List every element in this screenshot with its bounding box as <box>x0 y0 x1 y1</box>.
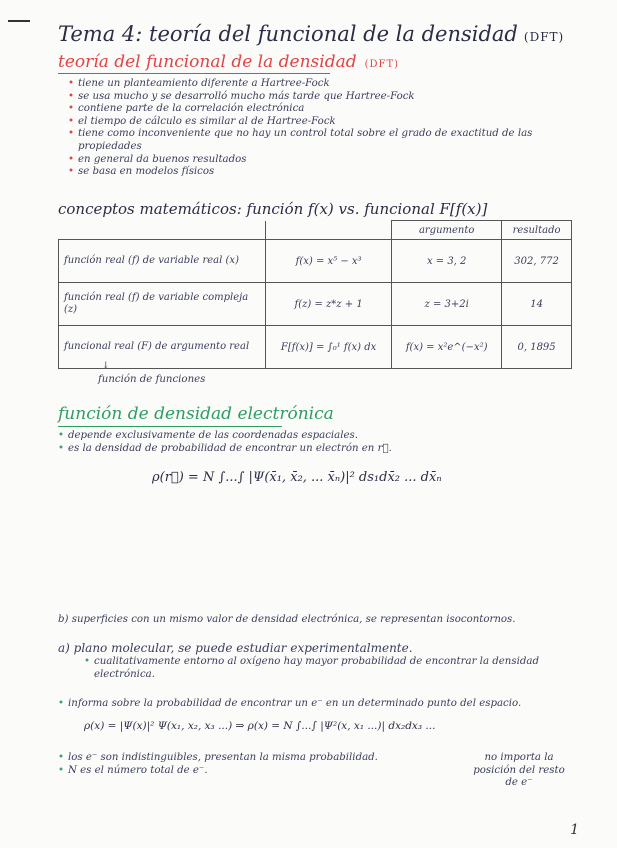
table-header-cell <box>266 221 392 240</box>
down-arrow-icon: ↓ <box>102 361 110 371</box>
section1-underline <box>58 73 330 74</box>
list-item: • cualitativamente entorno al oxígeno hay mayor probabilidad de encontrar la densidad electrónica. <box>84 656 564 681</box>
section1-heading-text: teoría del funcional de la densidad <box>58 52 357 72</box>
list-item: • es la densidad de probabilidad de encontrar un electrón en r⃗. <box>58 443 578 456</box>
list-item: • tiene un planteamiento diferente a Hartree-Fock <box>68 78 568 91</box>
table-cell: f(x) = x²e^(−x²) <box>392 326 502 369</box>
table-cell: 14 <box>502 283 572 326</box>
list-item: • depende exclusivamente de las coordenadas espaciales. <box>58 430 578 443</box>
list-item: • en general da buenos resultados <box>68 154 568 167</box>
section3-bullet-list <box>58 430 578 455</box>
table-row <box>59 240 572 283</box>
table-row <box>59 326 572 369</box>
corner-mark <box>8 20 30 22</box>
list-item: • los e⁻ son indistinguibles, presentan la misma probabilidad. <box>58 752 458 765</box>
section1-heading-abbr: (DFT) <box>364 59 400 70</box>
table-cell: f(x) = x⁵ − x³ <box>266 240 392 283</box>
page-number: 1 <box>570 822 579 838</box>
list-item: • contiene parte de la correlación electrónica <box>68 103 568 116</box>
item-a: a) plano molecular, se puede estudiar experimentalmente. <box>58 641 413 655</box>
table-cell: 0, 1895 <box>502 326 572 369</box>
section3-underline <box>58 426 282 427</box>
functional-note: función de funciones <box>98 374 206 385</box>
table-header-cell <box>59 221 266 240</box>
list-item: • se usa mucho y se desarrolló mucho más tarde que Hartree-Fock <box>68 91 568 104</box>
table-cell: función real (f) de variable compleja (z) <box>59 283 266 326</box>
side-note-line: no importa la <box>484 752 554 763</box>
list-item: • N es el número total de e⁻. <box>58 765 458 778</box>
section4-bullet-list <box>58 752 458 777</box>
side-note-line: de e⁻ <box>505 777 533 789</box>
table-cell: F[f(x)] = ∫₀¹ f(x) dx <box>266 326 392 369</box>
list-item: • se basa en modelos físicos <box>68 166 568 179</box>
probability-formula: ρ(x) = |Ψ(x)|² Ψ(x₁, x₂, x₃ ...) ⇒ ρ(x) = N ∫...∫ |Ψ²(x, x₁ ...)| dx₂dx₃ ... <box>84 720 436 732</box>
info-bullet-list <box>58 698 598 711</box>
section1-bullet-list <box>68 78 568 179</box>
list-item: • informa sobre la probabilidad de encontrar un e⁻ en un determinado punto del espacio. <box>58 698 598 711</box>
table-cell: funcional real (F) de argumento real <box>59 326 266 369</box>
concepts-table <box>58 220 572 369</box>
title-text: Tema 4: teoría del funcional de la densidad <box>58 22 518 46</box>
table-header-resultado: resultado <box>502 221 572 240</box>
title-abbr: (DFT) <box>523 30 565 44</box>
side-note-line: posición del resto <box>473 764 565 776</box>
table-cell: función real (f) de variable real (x) <box>59 240 266 283</box>
table-cell: x = 3, 2 <box>392 240 502 283</box>
table-cell: z = 3+2i <box>392 283 502 326</box>
table-header-row <box>59 221 572 240</box>
section1-heading <box>58 52 399 72</box>
table-cell: 302, 772 <box>502 240 572 283</box>
page-title <box>58 22 564 46</box>
density-formula: ρ(r⃗) = N ∫...∫ |Ψ(x̄₁, x̄₂, ... x̄ₙ)|² ds₁dx̄₂ ... dx̄ₙ <box>152 470 442 485</box>
table-header-argumento: argumento <box>392 221 502 240</box>
list-item: • el tiempo de cálculo es similar al de Hartree-Fock <box>68 116 568 129</box>
item-a-bullet-list <box>84 656 564 681</box>
table-cell: f(z) = z*z + 1 <box>266 283 392 326</box>
side-note <box>459 752 579 790</box>
section2-heading: conceptos matemáticos: función f(x) vs. funcional F[f(x)] <box>58 200 488 218</box>
list-item: • tiene como inconveniente que no hay un control total sobre el grado de exactitud de las propiedades <box>68 128 568 153</box>
section3-heading: función de densidad electrónica <box>58 404 334 424</box>
item-b: b) superficies con un mismo valor de densidad electrónica, se representan isocontornos. <box>58 614 516 625</box>
table-row <box>59 283 572 326</box>
